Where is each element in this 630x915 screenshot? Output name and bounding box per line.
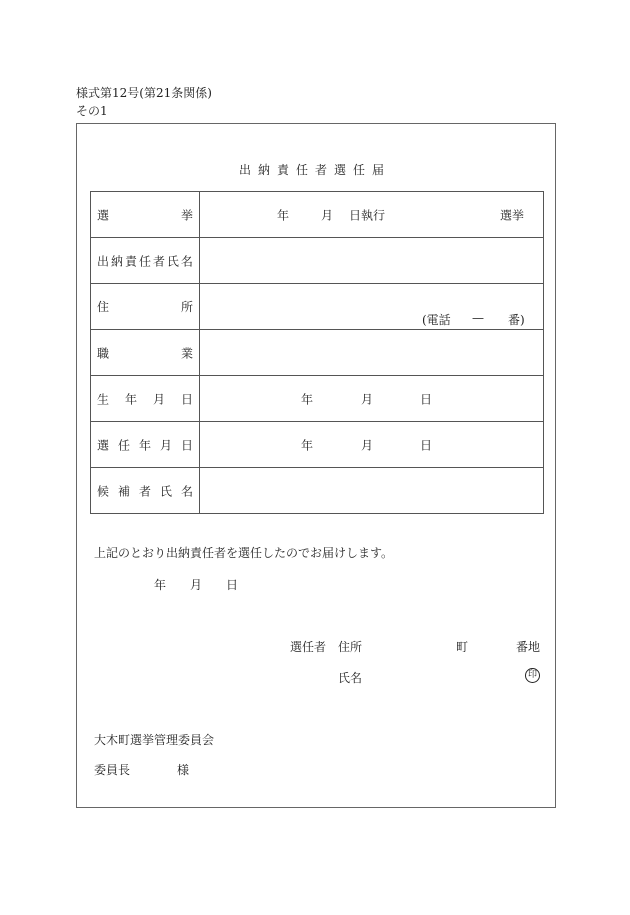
phone-open: (電話	[422, 313, 451, 327]
honorific: 様	[177, 763, 190, 777]
committee-name: 大木町選挙管理委員会	[94, 733, 215, 747]
field-birthdate[interactable]: 年 月 日	[200, 376, 544, 422]
appointer-lot: 番地	[516, 640, 541, 654]
label-occupation: 職 業	[91, 330, 200, 376]
row-appointment-date	[91, 422, 544, 468]
form-title: 出納責任者選任届	[238, 163, 391, 177]
form-number: 様式第12号(第21条関係)	[76, 86, 212, 100]
field-address[interactable]	[200, 284, 544, 330]
row-birthdate	[91, 376, 544, 422]
election-month: 月	[321, 208, 334, 222]
registration-table	[90, 191, 544, 514]
row-treasurer-name	[91, 238, 544, 284]
appointer-name-label[interactable]: 氏名	[338, 671, 363, 685]
row-occupation	[91, 330, 544, 376]
field-appointment-date[interactable]: 年 月 日	[200, 422, 544, 468]
label-election: 選 挙	[91, 192, 200, 238]
field-occupation[interactable]	[200, 330, 544, 376]
row-election	[91, 192, 544, 238]
seal-mark-icon: 印	[525, 668, 540, 683]
label-appointment-date: 選 任 年 月 日	[91, 422, 200, 468]
appointer-role: 選任者	[290, 640, 327, 654]
election-day-exec: 日執行	[349, 208, 386, 222]
appointer-address-label[interactable]: 住所	[338, 640, 363, 654]
date-day: 日	[226, 578, 239, 592]
field-election[interactable]	[200, 192, 544, 238]
election-suffix: 選挙	[500, 208, 525, 222]
field-treasurer-name[interactable]	[200, 238, 544, 284]
label-treasurer-name: 出 納 責 任 者 氏 名	[91, 238, 200, 284]
appointer-town: 町	[456, 640, 469, 654]
label-address: 住 所	[91, 284, 200, 330]
phone-dash: —	[472, 311, 484, 325]
label-birthdate: 生 年 月 日	[91, 376, 200, 422]
committee-chair: 委員長	[94, 763, 131, 777]
field-candidate-name[interactable]	[200, 468, 544, 514]
statement-text: 上記のとおり出納責任者を選任したのでお届けします。	[94, 546, 394, 560]
phone-close: 番)	[508, 313, 525, 327]
row-address	[91, 284, 544, 330]
row-candidate-name	[91, 468, 544, 514]
date-month: 月	[190, 578, 203, 592]
form-sub-number: その1	[76, 104, 108, 118]
date-year: 年	[154, 578, 167, 592]
election-year: 年	[277, 208, 290, 222]
label-candidate-name: 候 補 者 氏 名	[91, 468, 200, 514]
